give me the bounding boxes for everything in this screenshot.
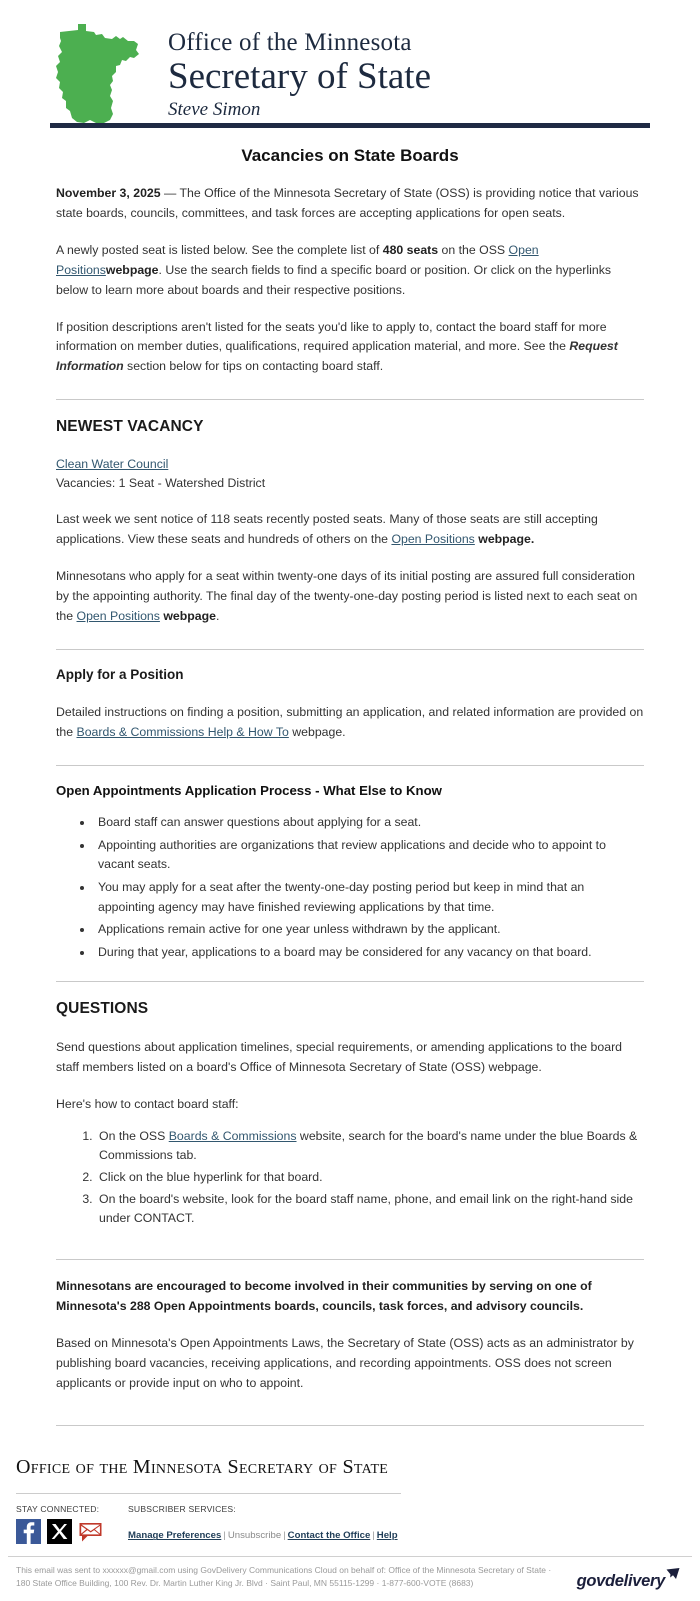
intro-paragraph-1 — [56, 184, 644, 224]
questions-paragraph-2: Here's how to contact board staff: — [56, 1096, 239, 1111]
apply-p1-a: Detailed instructions on finding a position, submitting an application, and related information are provided on the — [56, 704, 644, 739]
list-item: • During that year, applications to a board may be considered for any vacancy on that board. — [94, 943, 644, 963]
intro-p3-a: If position descriptions aren't listed for the seats you'd like to apply to, contact the board staff for more information on member duties, qualifications, required application material, and more. See the — [56, 319, 607, 354]
list-item: 2. Click on the blue hyperlink for that board. — [96, 1168, 644, 1188]
vacancy-detail: Vacancies: 1 Seat - Watershed District — [56, 476, 266, 491]
intro-paragraph-1-rest: — The Office of the Minnesota Secretary of State (OSS) is providing notice that various state boards, councils, committees, and task forces are accepting applications for open seats. — [56, 186, 639, 220]
contact-the-office-link[interactable]: Contact the Office — [287, 1530, 371, 1542]
govdelivery-envelope-icon — [666, 1567, 680, 1585]
intro-p3-b: section below for tips on contacting board staff. — [123, 359, 384, 374]
step1-a: On the OSS — [99, 1128, 169, 1143]
email-footer — [0, 1426, 700, 1601]
intro-paragraph-2 — [56, 241, 644, 301]
newest-vacancy-paragraph-2 — [56, 567, 644, 627]
section-heading-apply: Apply for a Position — [56, 666, 184, 682]
section-heading-process: Open Appointments Application Process - What Else to Know — [56, 782, 442, 798]
divider-5 — [56, 1259, 644, 1260]
list-item: • Board staff can answer questions about applying for a seat. — [94, 813, 644, 833]
intro-p2-b: on the OSS — [438, 242, 509, 257]
govdelivery-wordmark: govdelivery — [576, 1572, 665, 1591]
nv-p1-a: Last week we sent notice of 118 seats recently posted seats. Many of those seats are still accepting applications. View these seats and hundreds of others on the — [56, 512, 598, 547]
footer-connect-row — [8, 1494, 692, 1544]
vacancy-entry — [56, 455, 644, 493]
section-heading-questions: QUESTIONS — [56, 999, 149, 1017]
nv-p2-c: . — [215, 609, 220, 624]
nv-p1-bold: webpage. — [474, 532, 535, 547]
closing-bold-paragraph: Minnesotans are encouraged to become involved in their communities by serving on one of Minnesota's 288 Open Appointments boards, councils, task forces, and advisory councils. — [56, 1278, 592, 1313]
social-icon-group — [16, 1519, 128, 1544]
list-item — [96, 1127, 644, 1166]
open-positions-link-2[interactable]: Open Positions — [391, 532, 475, 547]
intro-p2-c: . Use the search fields to find a specific board or position. Or click on the hyperlinks below to learn more about boards and their respective positions. — [56, 262, 612, 297]
divider-3 — [56, 765, 644, 766]
unsubscribe-link[interactable]: Unsubscribe — [227, 1530, 282, 1542]
clean-water-council-link[interactable]: Clean Water Council — [56, 457, 169, 472]
divider-1 — [56, 399, 644, 400]
subscriber-services-label: SUBSCRIBER SERVICES: — [128, 1504, 236, 1515]
govdelivery-logo — [577, 1564, 684, 1591]
subscriber-links — [128, 1529, 398, 1542]
nv-p2-webpage: webpage — [159, 609, 216, 624]
link-separator-3: | — [372, 1530, 375, 1542]
stay-connected-column — [16, 1503, 128, 1544]
open-positions-link-3[interactable]: Open Positions — [76, 609, 160, 624]
subscriber-services-column — [128, 1503, 398, 1542]
page-title: Vacancies on State Boards — [241, 146, 459, 165]
list-item: • You may apply for a seat after the twenty-one-day posting period but keep in mind that an appointing agency may have finished reviewing applications by that time. — [94, 878, 644, 917]
wordmark-line-3: Steve Simon — [168, 99, 261, 121]
legal-text: This email was sent to xxxxxx@gmail.com using GovDelivery Communications Cloud on behalf of: Office of the Minnesota Secretary of State · 180 State Office Building, 100 Rev. Dr. Martin Luther King Jr. Blvd · Saint Paul, MN 55115-1299 · 1-877-600-VOTE (8683) — [16, 1565, 552, 1589]
facebook-icon[interactable] — [16, 1519, 41, 1544]
email-icon[interactable] — [78, 1519, 103, 1544]
step1-b: website, search for the board's name under the blue Boards & Commissions tab. — [99, 1128, 638, 1163]
email-body — [0, 184, 700, 1426]
request-information-emphasis: Request Information — [56, 339, 618, 374]
contact-steps-list — [56, 1127, 644, 1229]
boards-commissions-help-link[interactable]: Boards & Commissions Help & How To — [76, 724, 289, 739]
apply-p1-b: webpage. — [288, 724, 346, 739]
agency-wordmark — [142, 22, 431, 121]
list-item: • Appointing authorities are organizations that review applications and decide who to appoint to vacant seats. — [94, 836, 644, 875]
link-separator-2: | — [283, 1530, 286, 1542]
nv-p2-a: Minnesotans who apply for a seat within twenty-one days of its initial posting are assured full consideration by the appointing authority. The final day of the twenty-one-day posting period is listed next to each seat on the — [56, 569, 638, 624]
x-twitter-icon[interactable] — [47, 1519, 72, 1544]
list-item: 3. On the board's website, look for the board staff name, phone, and email link on the right-hand side under CONTACT. — [96, 1190, 644, 1229]
intro-paragraph-3 — [56, 318, 644, 378]
newest-vacancy-paragraph-1 — [56, 510, 644, 550]
wordmark-line-2: Secretary of State — [168, 56, 431, 98]
manage-preferences-link[interactable]: Manage Preferences — [128, 1530, 222, 1542]
wordmark-line-1: Office of the Minnesota — [168, 29, 412, 56]
notice-date: November 3, 2025 — [56, 186, 161, 200]
closing-paragraph: Based on Minnesota's Open Appointments Laws, the Secretary of State (OSS) acts as an administrator by publishing board vacancies, receiving applications, and recording appointments. OSS does not screen applicants or provide input on who to appoint. — [56, 1335, 634, 1390]
stay-connected-label: STAY CONNECTED: — [16, 1504, 100, 1515]
intro-p2-webpage: webpage — [105, 262, 159, 277]
process-bullet-list — [56, 813, 644, 963]
help-link[interactable]: Help — [376, 1530, 398, 1542]
seat-count: 480 seats — [382, 242, 439, 257]
minnesota-state-outline-icon — [50, 22, 142, 128]
link-separator-1: | — [223, 1530, 226, 1542]
list-item: • Applications remain active for one year unless withdrawn by the applicant. — [94, 920, 644, 940]
apply-paragraph — [56, 703, 644, 743]
legal-bar — [8, 1556, 692, 1601]
section-heading-newest-vacancy: NEWEST VACANCY — [56, 418, 204, 436]
intro-p2-a: A newly posted seat is listed below. See the complete list of — [56, 242, 383, 257]
divider-2 — [56, 649, 644, 650]
masthead — [0, 0, 700, 128]
divider-4 — [56, 981, 644, 982]
footer-org-logo: Office of the Minnesota Secretary of State — [16, 1456, 389, 1479]
open-positions-link-1[interactable]: Open Positions — [56, 242, 539, 277]
questions-paragraph-1: Send questions about application timelines, special requirements, or amending applications to the board staff members listed on a board's Office of Minnesota Secretary of State (OSS) webpage. — [56, 1039, 623, 1074]
boards-commissions-link[interactable]: Boards & Commissions — [168, 1128, 297, 1143]
